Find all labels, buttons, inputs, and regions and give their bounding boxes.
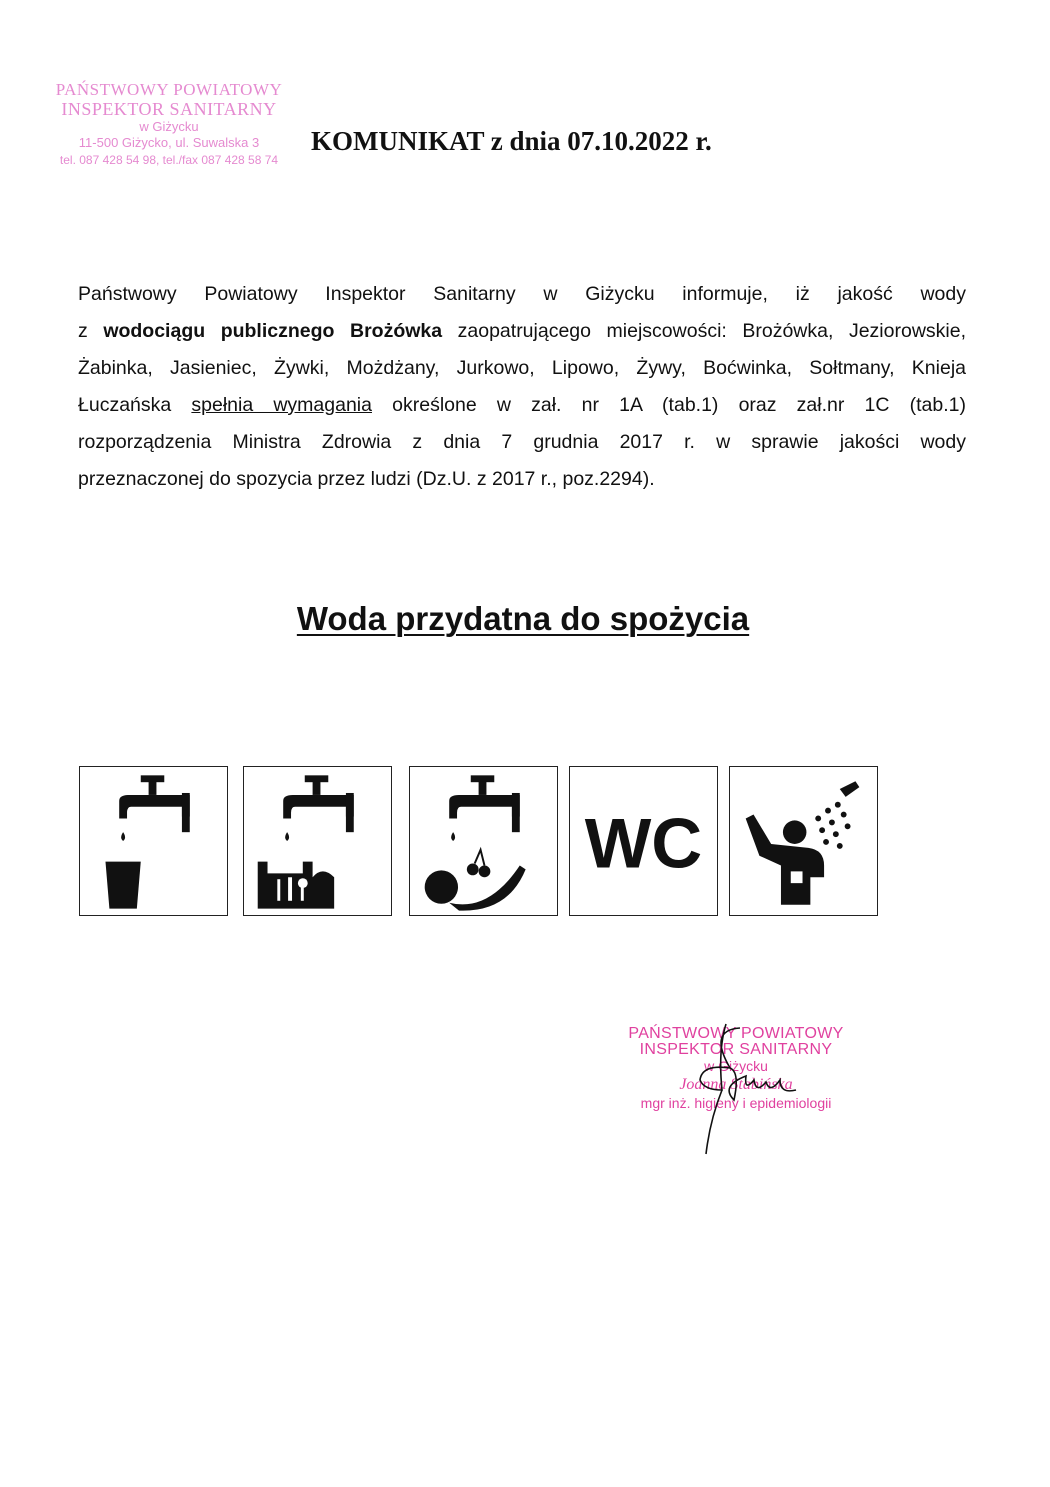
body-line: Państwowy Powiatowy Inspektor Sanitarny w Giżycku informuje, iż jakość wody (78, 283, 966, 305)
handwritten-signature (660, 1020, 830, 1160)
stamp-line: INSPEKTOR SANITARNY (61, 99, 277, 119)
stamp-line: INSPEKTOR SANITARNY (639, 1041, 833, 1058)
verdict-text: Woda przydatna do spożycia (296, 600, 750, 637)
text: z (78, 320, 104, 342)
wc-label: WC (584, 803, 703, 883)
body-line: Żabinka, Jasieniec, Żywki, Możdżany, Jurkowo, Lipowo, Żywy, Boćwinka, Sołtmany, Knieja (78, 357, 966, 379)
document-title: KOMUNIKAT z dnia 07.10.2022 r. (311, 126, 712, 156)
verdict-heading (0, 600, 1046, 638)
body-line (78, 387, 966, 424)
stamp-line: PAŃSTWOWY POWIATOWY (55, 80, 283, 99)
dishwashing-icon (243, 766, 392, 916)
meets-requirements: spełnia wymagania (191, 394, 372, 416)
office-stamp (38, 80, 300, 168)
text: określone w zał. nr 1A (tab.1) oraz zał.nr 1C (tab.1) (371, 394, 966, 416)
toilet-icon (569, 766, 718, 916)
stamp-line: PAŃSTWOWY POWIATOWY (628, 1025, 844, 1042)
stamp-line: w Giżycku (704, 1058, 768, 1074)
signatory-title: mgr inż. higieny i epidemiologii (640, 1095, 832, 1111)
signatory-name: Joanna Stabińska (679, 1076, 793, 1093)
stamp-line: 11-500 Giżycko, ul. Suwalska 3 (78, 135, 260, 150)
text: zaopatrującego miejscowości: Brożówka, Jeziorowskie, (442, 320, 966, 342)
food-washing-icon (409, 766, 558, 916)
announcement-body (78, 276, 966, 498)
stamp-line: w Giżycku (139, 119, 199, 134)
stamp-line: tel. 087 428 54 98, tel./fax 087 428 58 74 (59, 153, 279, 167)
text: Łuczańska (78, 394, 192, 416)
shower-icon (729, 766, 878, 916)
body-line (78, 313, 966, 350)
water-supply-name: wodociągu publicznego Brożówka (103, 320, 443, 342)
body-line: rozporządzenia Ministra Zdrowia z dnia 7 grudnia 2017 r. w sprawie jakości wody (78, 431, 966, 453)
drinking-water-icon (79, 766, 228, 916)
body-line: przeznaczonej do spozycia przez ludzi (Dz.U. z 2017 r., poz.2294). (78, 468, 655, 490)
